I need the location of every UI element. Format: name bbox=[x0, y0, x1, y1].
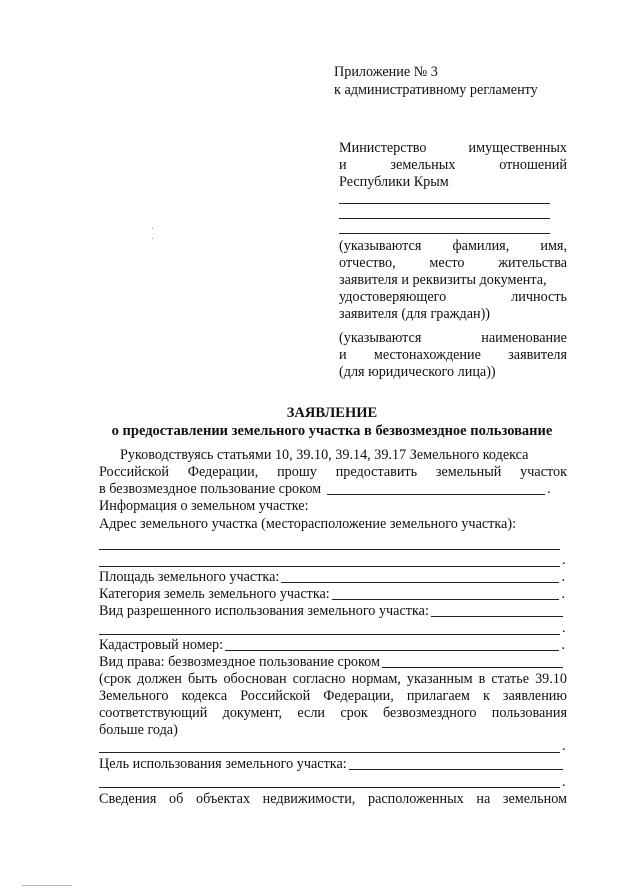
cadastral-label: Кадастровый номер: bbox=[99, 637, 224, 653]
purpose-input-line[interactable] bbox=[349, 769, 563, 770]
appendix-number: Приложение № 3 bbox=[334, 64, 438, 80]
cadastral-field-row bbox=[99, 637, 565, 654]
scan-speck bbox=[22, 885, 72, 886]
term-note-blank-line[interactable] bbox=[99, 752, 560, 753]
land-info-heading: Информация о земельном участке: bbox=[99, 498, 309, 514]
period: . bbox=[561, 637, 565, 653]
period: . bbox=[547, 481, 551, 497]
address-label: Адрес земельного участка (месторасположение земельного участка): bbox=[99, 516, 517, 532]
term-label: в безвозмездное пользование сроком bbox=[99, 481, 322, 497]
term-note-line: соответствующий документ, если срок безвозмездного пользования bbox=[99, 705, 567, 721]
legal-note-line: и местонахождение заявителя bbox=[339, 347, 567, 363]
category-field-row bbox=[99, 586, 565, 603]
legal-note-line: (для юридического лица)) bbox=[339, 364, 496, 380]
purpose-label: Цель использования земельного участка: bbox=[99, 756, 347, 772]
addressee-line-1: Министерство имущественных bbox=[339, 140, 567, 156]
term-note-line: Земельного кодекса Российской Федерации, прилагаем к заявлению bbox=[99, 688, 567, 704]
scan-speck bbox=[152, 238, 153, 239]
scan-speck bbox=[152, 228, 153, 229]
addressee-line-3: Республики Крым bbox=[339, 174, 449, 190]
category-input-line[interactable] bbox=[332, 599, 560, 600]
body-line: Российской Федерации, прошу предоставить земельный участок bbox=[99, 464, 567, 480]
body-line: Руководствуясь статьями 10, 39.10, 39.14, 39.17 Земельного кодекса bbox=[120, 447, 529, 463]
right-label: Вид права: безвозмездное пользование сроком bbox=[99, 654, 380, 670]
applicant-note-line: (указываются фамилия, имя, bbox=[339, 238, 568, 254]
use-type-label: Вид разрешенного использования земельного участка: bbox=[99, 603, 429, 619]
document-subtitle: о предоставлении земельного участка в безвозмездное пользование bbox=[111, 423, 553, 439]
legal-note-line: (указываются наименование bbox=[339, 330, 567, 346]
use-type-input-line[interactable] bbox=[431, 616, 563, 617]
document-title: ЗАЯВЛЕНИЕ bbox=[286, 405, 378, 421]
cadastral-input-line[interactable] bbox=[225, 650, 559, 651]
right-field-row bbox=[99, 654, 565, 671]
purpose-field-row bbox=[99, 756, 565, 773]
term-field-row bbox=[99, 481, 567, 498]
area-field-row bbox=[99, 569, 565, 586]
applicant-blank-line[interactable] bbox=[339, 218, 550, 219]
applicant-blank-line[interactable] bbox=[339, 203, 550, 204]
term-input-line[interactable] bbox=[327, 494, 545, 495]
purpose-blank-line[interactable] bbox=[99, 787, 560, 788]
period: . bbox=[562, 774, 566, 790]
use-type-field-row bbox=[99, 603, 565, 620]
addressee-line-2: и земельных отношений bbox=[339, 157, 567, 173]
objects-line: Сведения об объектах недвижимости, расположенных на земельном bbox=[99, 791, 567, 807]
appendix-reference: к административному регламенту bbox=[334, 82, 538, 98]
period: . bbox=[561, 569, 565, 585]
applicant-note-line: заявителя и реквизиты документа, bbox=[339, 272, 547, 288]
applicant-blank-line[interactable] bbox=[339, 233, 550, 234]
period: . bbox=[562, 620, 566, 636]
address-blank-line[interactable] bbox=[99, 549, 560, 550]
applicant-note-line: отчество, место жительства bbox=[339, 255, 567, 271]
area-label: Площадь земельного участка: bbox=[99, 569, 280, 585]
right-term-input-line[interactable] bbox=[382, 667, 563, 668]
period: . bbox=[562, 552, 566, 568]
applicant-note-line: заявителя (для граждан)) bbox=[339, 306, 491, 322]
period: . bbox=[562, 738, 566, 754]
area-input-line[interactable] bbox=[281, 582, 559, 583]
applicant-note-line: удостоверяющего личность bbox=[339, 289, 567, 305]
address-blank-line[interactable] bbox=[99, 566, 560, 567]
category-label: Категория земель земельного участка: bbox=[99, 586, 330, 602]
term-note-line: (срок должен быть обоснован согласно нормам, указанным в статье 39.10 bbox=[99, 671, 567, 687]
period: . bbox=[561, 586, 565, 602]
term-note-line: больше года) bbox=[99, 722, 178, 738]
use-type-blank-line[interactable] bbox=[99, 634, 560, 635]
